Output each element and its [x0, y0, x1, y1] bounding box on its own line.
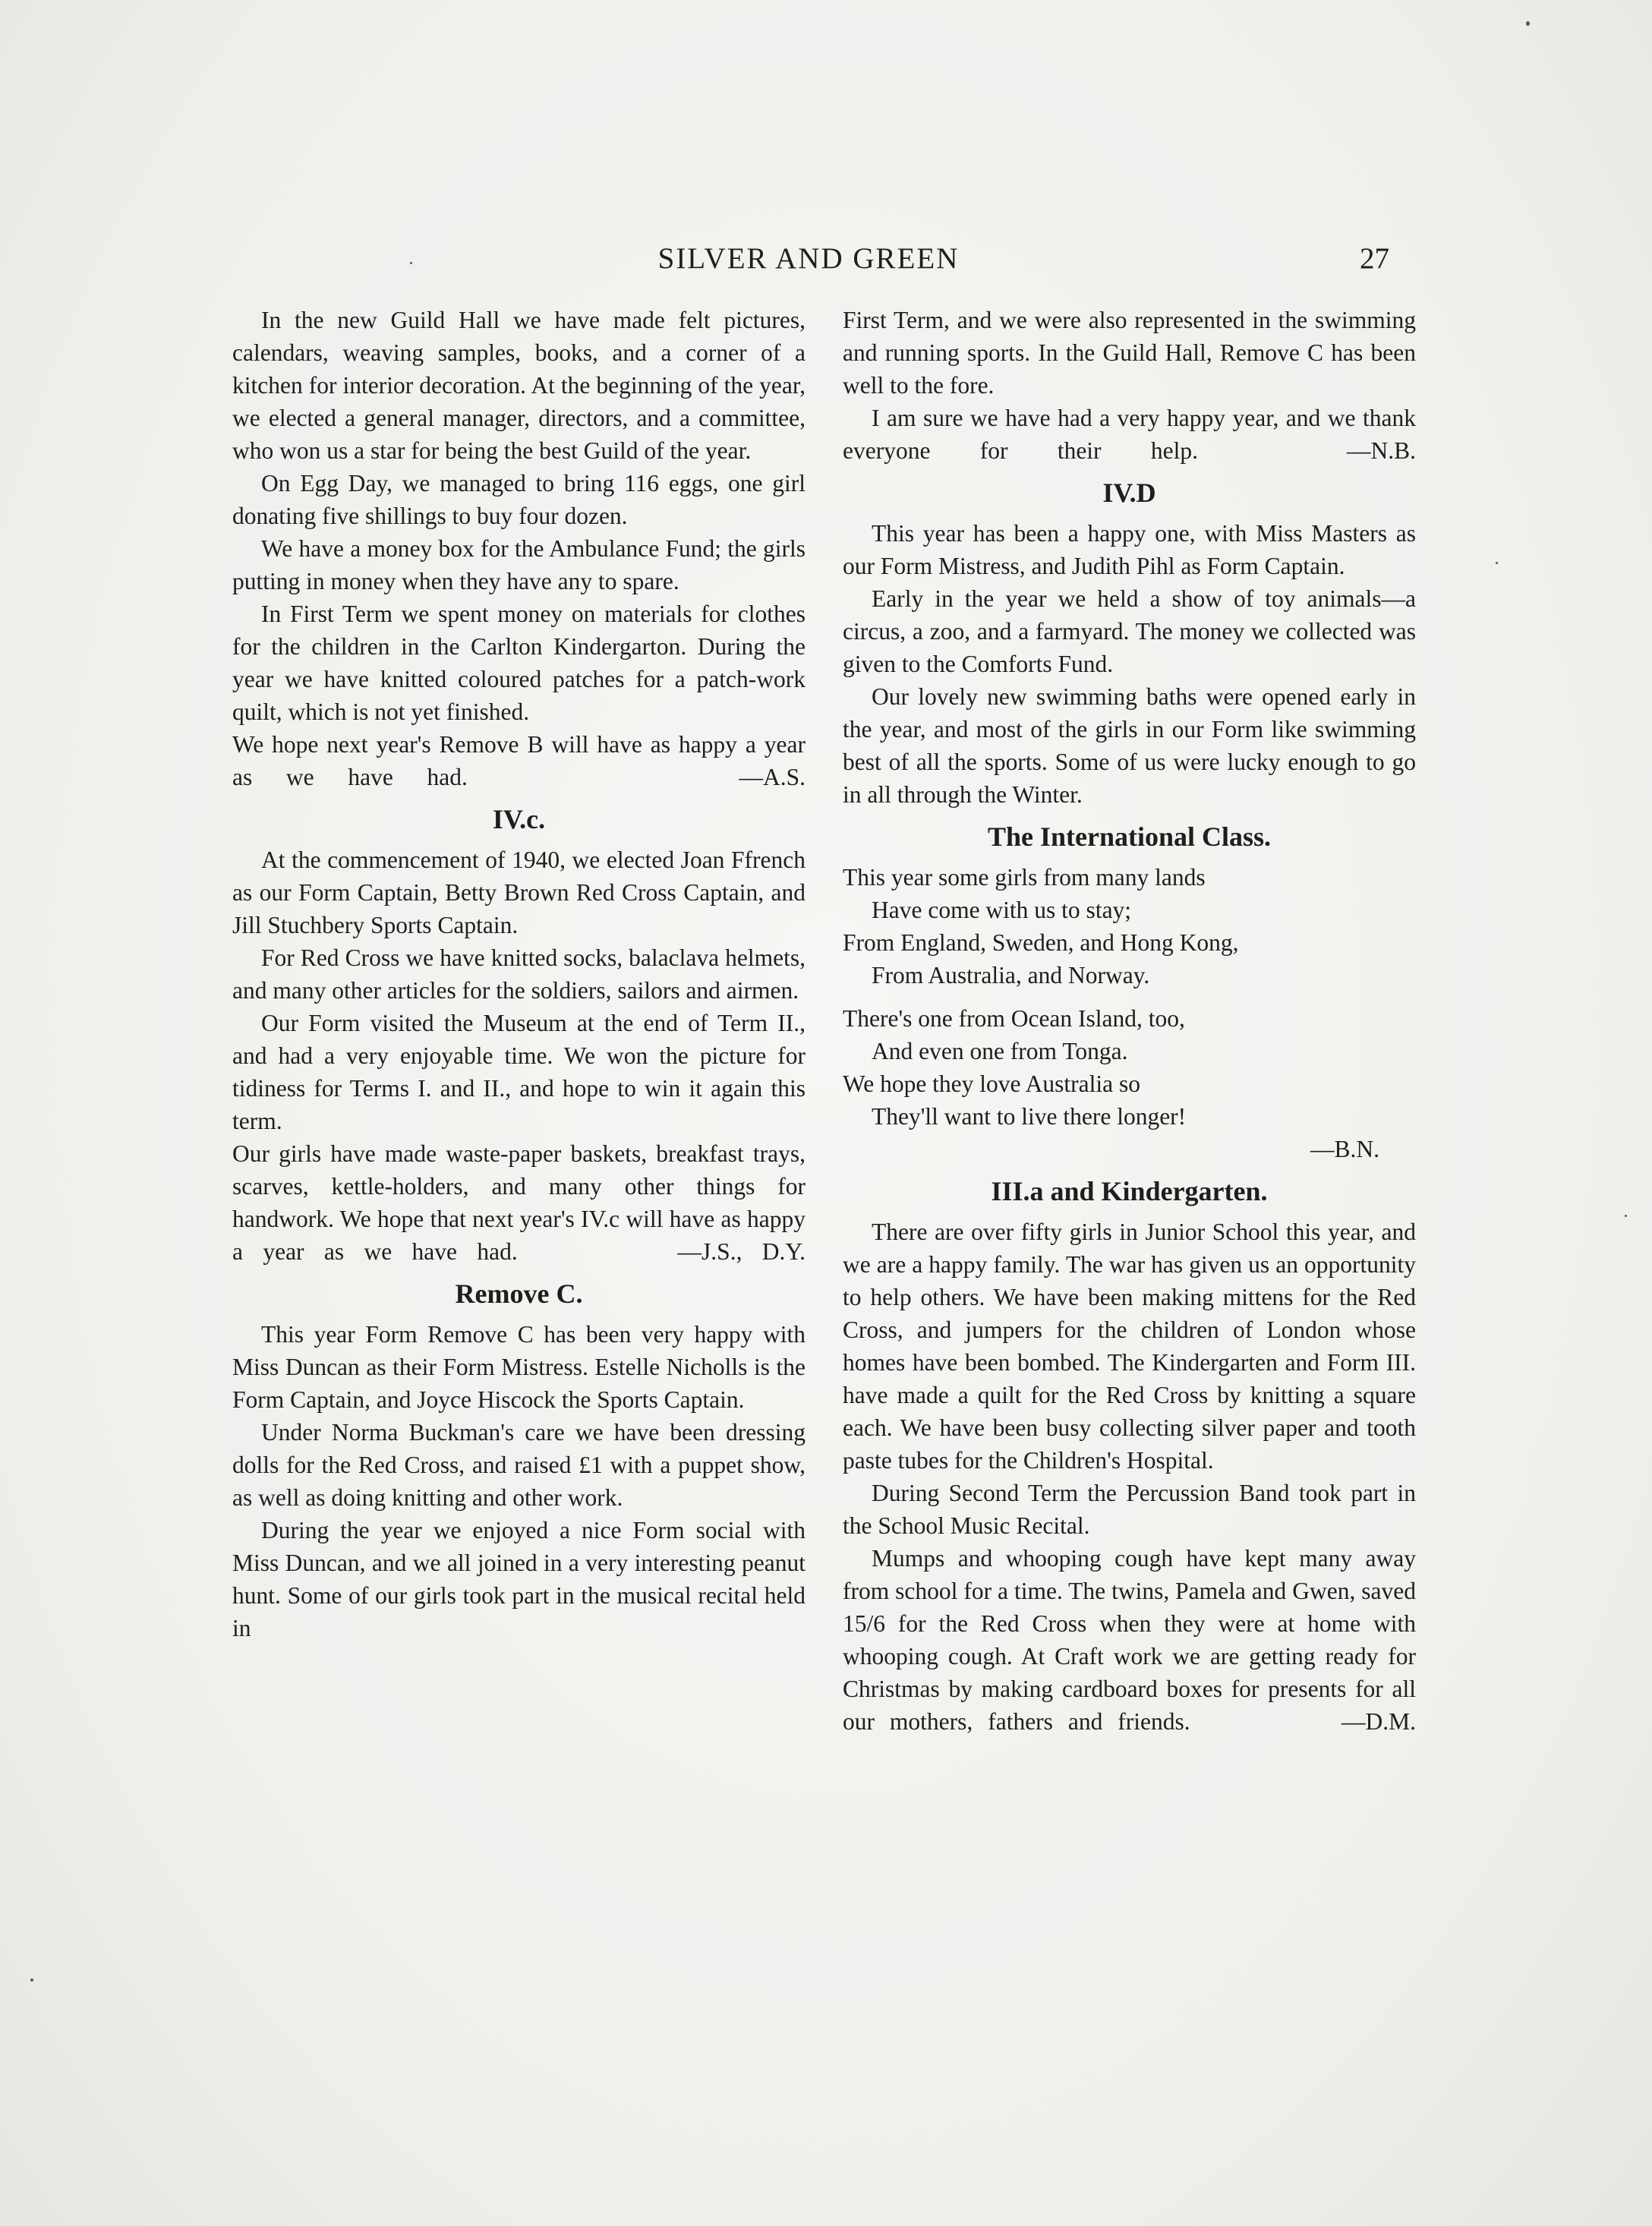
- guild-closing-text: We hope next year's Remove B will have as happy a year as we have had.: [232, 731, 806, 790]
- poem-line: Have come with us to stay;: [872, 897, 1132, 923]
- guild-signature: —A.S.: [739, 764, 806, 790]
- running-title: SILVER AND GREEN: [657, 242, 960, 275]
- ivc-closing-paragraph: [232, 1137, 806, 1268]
- ivc-signature: —J.S., D.Y.: [677, 1238, 806, 1265]
- ivc-closing-text: Our girls have made waste-paper baskets, breakfast trays, scarves, kettle-holders, and many other things for handwork. We hope that next year's IV.c will have as happy a year as we have had.: [232, 1140, 806, 1265]
- poem-line: There's one from Ocean Island, too,: [843, 1005, 1185, 1032]
- print-speck: [1625, 1215, 1627, 1217]
- ivc-paragraph: At the commencement of 1940, we elected Joan Ffrench as our Form Captain, Betty Brown Red Cross Captain, and Jill Stuchbery Sports Captain.: [232, 847, 806, 938]
- guild-paragraph: We have a money box for the Ambulance Fund; the girls putting in money when they have any to spare.: [232, 535, 806, 594]
- iiia-paragraph: During Second Term the Percussion Band took part in the School Music Recital.: [843, 1480, 1416, 1539]
- guild-paragraph: In the new Guild Hall we have made felt pictures, calendars, weaving samples, books, and a corner of a kitchen for interior decoration. At the beginning of the year, we elected a general manager, directors, and a committee, who won us a star for being the best Guild of the year.: [232, 307, 806, 464]
- iiia-kindergarten-heading: III.a and Kindergarten.: [991, 1176, 1268, 1206]
- international-class-signature: —B.N.: [1310, 1136, 1379, 1162]
- iiia-signature: —D.M.: [1341, 1708, 1416, 1735]
- poem-line: And even one from Tonga.: [872, 1038, 1128, 1064]
- guild-closing-paragraph: [232, 728, 806, 793]
- remove-c-paragraph: This year Form Remove C has been very happy with Miss Duncan as their Form Mistress. Estelle Nicholls is the Form Captain, and Joyce Hiscock the Sports Captain.: [232, 1321, 806, 1413]
- print-speck: [1496, 562, 1498, 564]
- poem-line: We hope they love Australia so: [843, 1070, 1140, 1097]
- iiia-closing-paragraph: [843, 1542, 1416, 1738]
- poem-line: This year some girls from many lands: [843, 864, 1206, 891]
- ivc-heading: IV.c.: [492, 804, 546, 834]
- remove-c-paragraph: Under Norma Buckman's care we have been dressing dolls for the Red Cross, and raised £1 with a puppet show, as well as doing knitting and other work.: [232, 1419, 806, 1511]
- poem-line: From Australia, and Norway.: [872, 962, 1150, 988]
- remove-c-paragraph: [232, 1514, 806, 1644]
- print-speck: [1526, 21, 1530, 26]
- page-number: 27: [1360, 242, 1389, 275]
- remove-c-paragraph-text: During the year we enjoyed a nice Form social with Miss Duncan, and we all joined in a very interesting peanut hunt. Some of our girls took part in the musical recital held in: [232, 1517, 806, 1641]
- print-speck: [410, 262, 412, 264]
- remove-c-heading: Remove C.: [455, 1279, 583, 1309]
- ivd-heading: IV.D: [1102, 478, 1156, 508]
- print-speck: [30, 1978, 33, 1982]
- remove-c-closing-text: I am sure we have had a very happy year, and we thank everyone for their help.: [843, 405, 1416, 464]
- remove-c-signature: —N.B.: [1347, 437, 1417, 464]
- remove-c-closing-paragraph: [843, 402, 1416, 467]
- right-column: [843, 304, 1416, 1738]
- ivd-paragraph: Our lovely new swimming baths were opened early in the year, and most of the girls in our Form like swimming best of all the sports. Some of us were lucky enough to go in all through the Winter.: [843, 683, 1416, 808]
- ivd-paragraph: This year has been a happy one, with Miss Masters as our Form Mistress, and Judith Pihl as Form Captain.: [843, 520, 1416, 579]
- left-column: [232, 304, 806, 1644]
- remove-c-continued-paragraph: First Term, and we were also represented in the swimming and running sports. In the Guild Hall, Remove C has been well to the fore.: [843, 307, 1416, 399]
- ivd-paragraph: Early in the year we held a show of toy animals—a circus, a zoo, and a farmyard. The money we collected was given to the Comforts Fund.: [843, 585, 1416, 677]
- international-class-heading: The International Class.: [987, 821, 1272, 852]
- poem-line: They'll want to live there longer!: [872, 1103, 1187, 1130]
- running-head: [228, 241, 1389, 279]
- ivc-paragraph: For Red Cross we have knitted socks, balaclava helmets, and many other articles for the soldiers, sailors and airmen.: [232, 944, 806, 1004]
- iiia-paragraph: There are over fifty girls in Junior School this year, and we are a happy family. The war has given us an opportunity to help others. We have been making mittens for the Red Cross, and jumpers for the children of London whose homes have been bombed. The Kindergarten and Form III. have made a quilt for the Red Cross by knitting a square each. We have been busy collecting silver paper and tooth paste tubes for the Children's Hospital.: [843, 1219, 1416, 1474]
- ivc-paragraph: Our Form visited the Museum at the end of Term II., and had a very enjoyable time. We won the picture for tidiness for Terms I. and II., and hope to win it again this term.: [232, 1010, 806, 1134]
- guild-paragraph: On Egg Day, we managed to bring 116 eggs, one girl donating five shillings to buy four dozen.: [232, 470, 806, 529]
- guild-paragraph: In First Term we spent money on materials for clothes for the children in the Carlton Kindergarton. During the year we have knitted coloured patches for a patch-work quilt, which is not yet finished.: [232, 601, 806, 725]
- poem-line: From England, Sweden, and Hong Kong,: [843, 929, 1239, 956]
- international-class-poem: [843, 861, 1416, 1165]
- iiia-closing-text: Mumps and whooping cough have kept many away from school for a time. The twins, Pamela and Gwen, saved 15/6 for the Red Cross when they were at home with whooping cough. At Craft work we are getting ready for Christmas by making cardboard boxes for presents for all our mothers, fathers and friends.: [843, 1545, 1416, 1735]
